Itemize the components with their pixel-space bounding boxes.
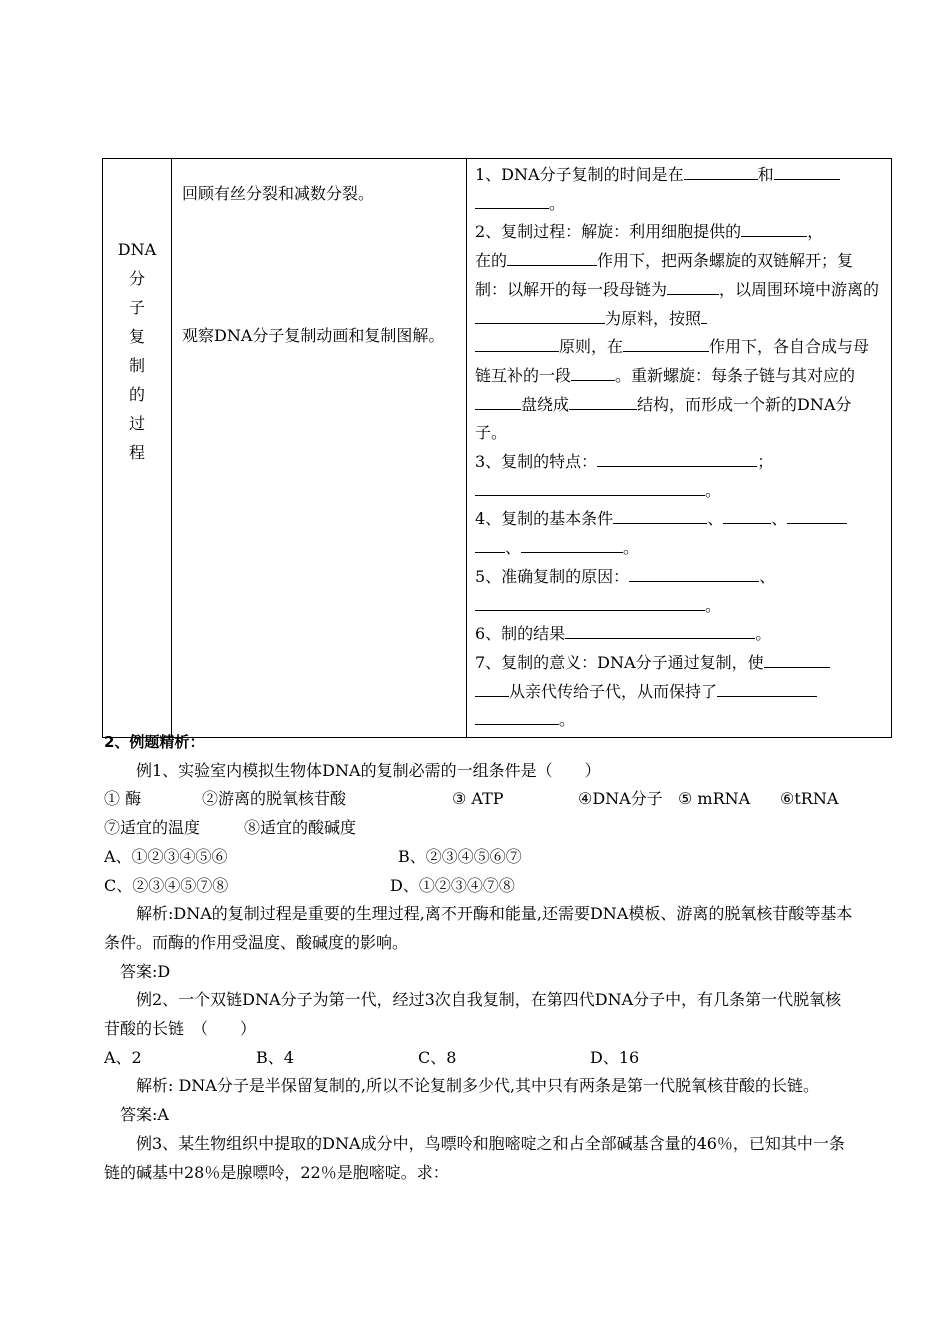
question-1: 1、DNA分子复制的时间是在 和 。 — [475, 161, 883, 218]
blank[interactable] — [613, 506, 707, 524]
activity-observe: 观察DNA分子复制动画和复制图解。 — [182, 326, 445, 345]
blank[interactable] — [629, 564, 759, 582]
option-a: A、①②③④⑤⑥ — [104, 846, 228, 866]
example-1-options-row-2 — [104, 872, 854, 901]
blank[interactable] — [774, 162, 840, 180]
topic-char: 子 — [128, 298, 145, 317]
topic-char: 程 — [128, 443, 145, 462]
blank[interactable] — [565, 621, 755, 639]
example-1-items-2 — [104, 814, 854, 843]
blank[interactable] — [475, 306, 605, 324]
blank[interactable] — [475, 478, 705, 496]
blank[interactable] — [723, 506, 771, 524]
option-c: C、②③④⑤⑦⑧ — [104, 875, 229, 895]
list-item: ②游离的脱氧核苷酸 — [202, 789, 347, 809]
list-item: ⑤ mRNA — [678, 789, 751, 809]
list-item: ③ ATP — [452, 789, 504, 809]
blank[interactable] — [741, 219, 807, 237]
list-item: ⑦适宜的温度 — [104, 818, 201, 838]
blank[interactable] — [475, 334, 559, 352]
blank[interactable] — [475, 392, 521, 410]
example-2-options — [104, 1044, 854, 1073]
blank[interactable] — [597, 449, 757, 467]
question-4: 4、复制的基本条件 、 、 、 。 — [475, 505, 883, 562]
list-item: ④DNA分子 — [578, 789, 663, 809]
option-d: D、16 — [590, 1047, 640, 1067]
activity-review: 回顾有丝分裂和减数分裂。 — [182, 184, 375, 203]
examples-section — [104, 728, 854, 1187]
example-2-answer: 答案:A — [120, 1105, 169, 1125]
blank[interactable] — [571, 363, 615, 381]
option-d: D、①②③④⑦⑧ — [390, 875, 515, 895]
blank[interactable] — [475, 679, 509, 697]
blank[interactable] — [717, 679, 817, 697]
example-2-question: 例2、一个双链DNA分子为第一代，经过3次自我复制，在第四代DNA分子中，有几条第一代脱氧核苷酸的长链 （ ） — [104, 990, 842, 1039]
question-6: 6、制的结果 。 — [475, 620, 883, 649]
question-2: 2、复制过程：解旋：利用细胞提供的 ， 在的 作用下，把两条螺旋的双链解开；复制：以解开的每一段母链为 ，以周围环境中游离的为原料，按照 原则，在 作用下，各自合成与母链互补的一段 。重新螺旋：每条子链与其对应的盘绕成 结构，而形成一个新的DNA分子。 — [475, 218, 883, 448]
blank[interactable] — [475, 593, 705, 611]
blank[interactable] — [764, 650, 830, 668]
list-item: ⑧适宜的酸碱度 — [244, 818, 357, 838]
blank[interactable] — [684, 162, 758, 180]
option-c: C、8 — [418, 1047, 457, 1067]
section-heading: 2、例题精析： — [104, 733, 205, 751]
list-item: ⑥tRNA — [780, 789, 839, 809]
question-3: 3、复制的特点： ； 。 — [475, 448, 883, 505]
example-1-items — [104, 785, 854, 814]
topic-char: 过 — [128, 414, 145, 433]
blank[interactable] — [701, 306, 707, 324]
example-2-analysis: 解析: DNA分子是半保留复制的,所以不论复制多少代,其中只有两条是第一代脱氧核苷酸的长链。 — [136, 1076, 820, 1096]
blank[interactable] — [787, 506, 847, 524]
questions-cell — [467, 159, 892, 738]
option-a: A、2 — [104, 1047, 142, 1067]
option-b: B、②③④⑤⑥⑦ — [398, 846, 522, 866]
blank[interactable] — [569, 392, 637, 410]
topic-char: 复 — [128, 327, 145, 346]
topic-char: 的 — [128, 385, 145, 404]
blank[interactable] — [475, 535, 505, 553]
question-5: 5、准确复制的原因： 、 。 — [475, 563, 883, 620]
table-row — [103, 159, 892, 738]
blank[interactable] — [521, 535, 623, 553]
example-1-question: 例1、实验室内模拟生物体DNA的复制必需的一组条件是（ ） — [136, 760, 601, 780]
blank[interactable] — [667, 277, 719, 295]
study-table — [102, 158, 892, 738]
activity-cell — [172, 159, 467, 738]
example-1-options-row-1 — [104, 843, 854, 872]
topic-char: 制 — [128, 356, 145, 375]
blank[interactable] — [623, 334, 709, 352]
example-1-answer: 答案:D — [120, 961, 171, 981]
example-3-question: 例3、某生物组织中提取的DNA成分中，鸟嘌呤和胞嘧啶之和占全部碱基含量的46％，已知其中一条链的碱基中28％是腺嘌呤，22％是胞嘧啶。求： — [104, 1133, 845, 1182]
blank[interactable] — [475, 707, 559, 725]
option-b: B、4 — [256, 1047, 294, 1067]
topic-char: DNA — [117, 240, 157, 259]
blank[interactable] — [507, 248, 597, 266]
question-7: 7、复制的意义：DNA分子通过复制，使 从亲代传给子代，从而保持了 。 — [475, 649, 883, 735]
example-1-analysis: 解析:DNA的复制过程是重要的生理过程,离不开酶和能量,还需要DNA模板、游离的脱氧核苷酸等基本条件。而酶的作用受温度、酸碱度的影响。 — [104, 904, 853, 952]
blank[interactable] — [475, 191, 549, 209]
topic-cell — [103, 159, 172, 738]
list-item: ① 酶 — [104, 789, 142, 809]
topic-char: 分 — [128, 269, 145, 288]
